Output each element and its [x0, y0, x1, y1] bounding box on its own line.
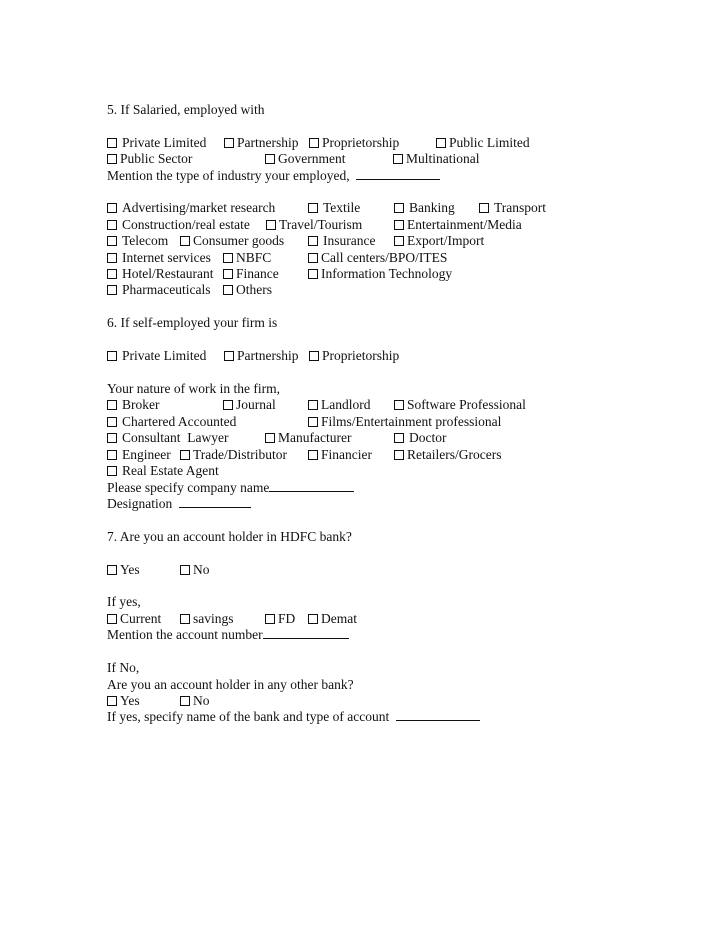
designation-prompt: Designation [107, 496, 173, 511]
checkbox-transport[interactable]: Transport [479, 200, 546, 216]
checkbox-box[interactable] [265, 614, 275, 624]
q5-heading: 5. If Salaried, employed with [107, 102, 265, 117]
checkbox-call-centers[interactable]: Call centers/BPO/ITES [308, 250, 447, 266]
checkbox-entertainment[interactable]: Entertainment/Media [394, 217, 522, 233]
checkbox-retailers-grocers[interactable]: Retailers/Grocers [394, 447, 501, 463]
checkbox-private-limited[interactable]: Private Limited [107, 135, 206, 151]
checkbox-export-import[interactable]: Export/Import [394, 233, 484, 249]
checkbox-manufacturer[interactable]: Manufacturer [265, 430, 351, 446]
checkbox-box[interactable] [107, 285, 117, 295]
checkbox-box[interactable] [180, 614, 190, 624]
checkbox-doctor[interactable]: Doctor [394, 430, 447, 446]
checkbox-chartered-accounted[interactable]: Chartered Accounted [107, 414, 236, 430]
checkbox-pharmaceuticals[interactable]: Pharmaceuticals [107, 282, 210, 298]
checkbox-landlord[interactable]: Landlord [308, 397, 371, 413]
if-no-label: If No, [107, 660, 140, 675]
checkbox-box[interactable] [394, 433, 404, 443]
checkbox-demat[interactable]: Demat [308, 611, 357, 627]
checkbox-box[interactable] [266, 220, 276, 230]
checkbox-savings[interactable]: savings [180, 611, 234, 627]
checkbox-hdfc-no[interactable]: No [180, 562, 210, 578]
checkbox-proprietorship[interactable]: Proprietorship [309, 135, 399, 151]
checkbox-internet-services[interactable]: Internet services [107, 250, 211, 266]
checkbox-box[interactable] [308, 236, 318, 246]
checkbox-firm-private-limited[interactable]: Private Limited [107, 348, 206, 364]
checkbox-banking[interactable]: Banking [394, 200, 455, 216]
checkbox-box[interactable] [107, 450, 117, 460]
checkbox-box[interactable] [394, 220, 404, 230]
checkbox-partnership[interactable]: Partnership [224, 135, 299, 151]
checkbox-box[interactable] [479, 203, 489, 213]
checkbox-box[interactable] [107, 138, 117, 148]
checkbox-box[interactable] [107, 269, 117, 279]
industry-prompt: Mention the type of industry your employed, [107, 168, 350, 183]
other-bank-specify-row [107, 709, 480, 725]
checkbox-government[interactable]: Government [265, 151, 345, 167]
q6-heading: 6. If self-employed your firm is [107, 315, 278, 330]
checkbox-box[interactable] [308, 203, 318, 213]
checkbox-box[interactable] [223, 269, 233, 279]
checkbox-box[interactable] [265, 154, 275, 164]
checkbox-box[interactable] [107, 433, 117, 443]
industry-prompt-row [107, 168, 440, 184]
checkbox-box[interactable] [180, 450, 190, 460]
checkbox-box[interactable] [393, 154, 403, 164]
checkbox-films-entertainment[interactable]: Films/Entertainment professional [308, 414, 501, 430]
checkbox-box[interactable] [308, 400, 318, 410]
checkbox-box[interactable] [107, 203, 117, 213]
checkbox-others[interactable]: Others [223, 282, 272, 298]
checkbox-box[interactable] [107, 565, 117, 575]
account-number-prompt: Mention the account number [107, 627, 263, 642]
checkbox-information-technology[interactable]: Information Technology [308, 266, 452, 282]
checkbox-box[interactable] [224, 351, 234, 361]
checkbox-box[interactable] [394, 450, 404, 460]
checkbox-hotel-restaurant[interactable]: Hotel/Restaurant [107, 266, 213, 282]
checkbox-box[interactable] [394, 236, 404, 246]
work-prompt: Your nature of work in the firm, [107, 381, 280, 396]
checkbox-box[interactable] [308, 253, 318, 263]
checkbox-box[interactable] [107, 154, 117, 164]
checkbox-consultant-lawyer[interactable]: Consultant Lawyer [107, 430, 228, 446]
checkbox-box[interactable] [107, 220, 117, 230]
checkbox-software-professional[interactable]: Software Professional [394, 397, 526, 413]
checkbox-box[interactable] [224, 138, 234, 148]
industry-blank[interactable] [356, 168, 440, 180]
checkbox-engineer[interactable]: Engineer [107, 447, 171, 463]
checkbox-box[interactable] [180, 236, 190, 246]
account-number-blank[interactable] [263, 627, 349, 639]
company-name-blank[interactable] [269, 480, 354, 492]
checkbox-nbfc[interactable]: NBFC [223, 250, 271, 266]
checkbox-box[interactable] [223, 253, 233, 263]
checkbox-box[interactable] [107, 696, 117, 706]
checkbox-box[interactable] [309, 138, 319, 148]
checkbox-public-limited[interactable]: Public Limited [436, 135, 530, 151]
if-yes-label: If yes, [107, 594, 141, 609]
checkbox-box[interactable] [223, 285, 233, 295]
checkbox-box[interactable] [308, 417, 318, 427]
checkbox-current[interactable]: Current [107, 611, 161, 627]
checkbox-box[interactable] [223, 400, 233, 410]
checkbox-box[interactable] [180, 696, 190, 706]
checkbox-travel[interactable]: Travel/Tourism [266, 217, 362, 233]
checkbox-financier[interactable]: Financier [308, 447, 372, 463]
checkbox-box[interactable] [308, 269, 318, 279]
checkbox-box[interactable] [107, 236, 117, 246]
checkbox-real-estate-agent[interactable]: Real Estate Agent [107, 463, 219, 479]
other-bank-question: Are you an account holder in any other bank? [107, 677, 354, 692]
checkbox-broker[interactable]: Broker [107, 397, 160, 413]
checkbox-construction[interactable]: Construction/real estate [107, 217, 250, 233]
checkbox-insurance[interactable]: Insurance [308, 233, 375, 249]
checkbox-journal[interactable]: Journal [223, 397, 276, 413]
company-name-prompt: Please specify company name [107, 480, 270, 495]
checkbox-box[interactable] [180, 565, 190, 575]
designation-blank[interactable] [179, 496, 251, 508]
checkbox-box[interactable] [107, 466, 117, 476]
checkbox-box[interactable] [308, 614, 318, 624]
checkbox-box[interactable] [265, 433, 275, 443]
checkbox-public-sector[interactable]: Public Sector [107, 151, 192, 167]
checkbox-trade-distributor[interactable]: Trade/Distributor [180, 447, 287, 463]
checkbox-other-bank-no[interactable]: No [180, 693, 210, 709]
designation-row [107, 496, 251, 512]
checkbox-box[interactable] [394, 203, 404, 213]
checkbox-consumer-goods[interactable]: Consumer goods [180, 233, 284, 249]
checkbox-multinational[interactable]: Multinational [393, 151, 480, 167]
q7-heading: 7. Are you an account holder in HDFC bank? [107, 529, 352, 544]
checkbox-firm-proprietorship[interactable]: Proprietorship [309, 348, 399, 364]
checkbox-fd[interactable]: FD [265, 611, 295, 627]
checkbox-hdfc-yes[interactable]: Yes [107, 562, 140, 578]
checkbox-telecom[interactable]: Telecom [107, 233, 168, 249]
checkbox-other-bank-yes[interactable]: Yes [107, 693, 140, 709]
checkbox-box[interactable] [394, 400, 404, 410]
company-name-row [107, 480, 354, 496]
checkbox-box[interactable] [107, 417, 117, 427]
checkbox-box[interactable] [308, 450, 318, 460]
checkbox-box[interactable] [309, 351, 319, 361]
other-bank-blank[interactable] [396, 709, 480, 721]
checkbox-box[interactable] [107, 614, 117, 624]
other-bank-prompt: If yes, specify name of the bank and type of account [107, 709, 390, 724]
checkbox-box[interactable] [107, 253, 117, 263]
checkbox-box[interactable] [107, 400, 117, 410]
checkbox-box[interactable] [107, 351, 117, 361]
account-number-row [107, 627, 349, 643]
checkbox-firm-partnership[interactable]: Partnership [224, 348, 299, 364]
checkbox-textile[interactable]: Textile [308, 200, 360, 216]
checkbox-finance[interactable]: Finance [223, 266, 279, 282]
checkbox-box[interactable] [436, 138, 446, 148]
checkbox-advertising[interactable]: Advertising/market research [107, 200, 275, 216]
